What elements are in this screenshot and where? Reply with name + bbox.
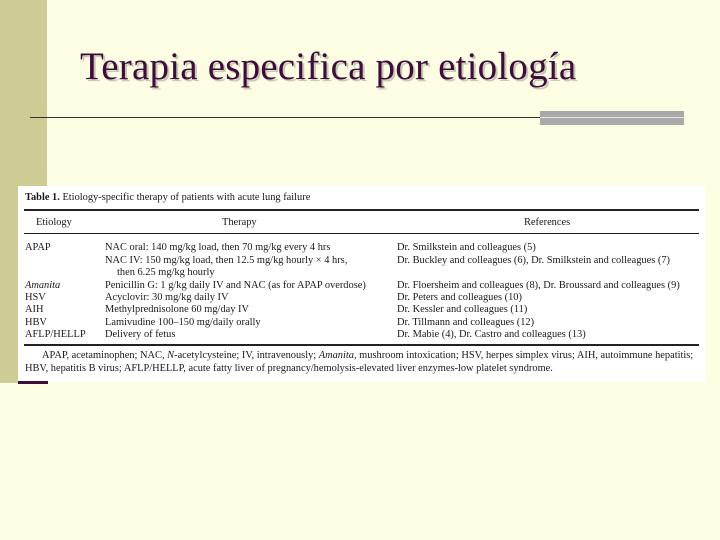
footnote-amanita-italic: Amanita, (318, 350, 357, 361)
header-etiology: Etiology (36, 217, 72, 228)
table-header-rule (24, 233, 699, 234)
table-row-references: Dr. Floersheim and colleagues (8), Dr. Broussard and colleagues (9) (397, 280, 680, 291)
table-row-etiology: AFLP/HELLP (25, 329, 86, 340)
table-row-etiology: APAP (25, 242, 51, 253)
table-row-references: Dr. Buckley and colleagues (6), Dr. Smilkstein and colleagues (7) (397, 255, 670, 266)
table-top-rule (24, 209, 699, 211)
header-therapy: Therapy (222, 217, 257, 228)
footnote-n-italic: N (167, 350, 175, 361)
table-row-etiology: Amanita (25, 280, 61, 291)
header-references: References (524, 217, 571, 228)
table-row-therapy: Acyclovir: 30 mg/kg daily IV (105, 292, 229, 303)
table-bottom-accent (18, 381, 48, 384)
table-row-references: Dr. Mabie (4), Dr. Castro and colleagues (13) (397, 329, 586, 340)
title-accent-bar (540, 111, 684, 125)
table-row-therapy: Lamivudine 100–150 mg/daily orally (105, 317, 261, 328)
etiology-therapy-table (18, 186, 705, 382)
table-row-therapy: Penicillin G: 1 g/kg daily IV and NAC (as for APAP overdose) (105, 280, 366, 291)
table-caption-text: Etiology-specific therapy of patients with acute lung failure (62, 192, 311, 203)
table-row-etiology: AIH (25, 304, 44, 315)
slide-title: Terapia especifica por etiología (80, 45, 577, 88)
table-caption-label: Table 1. (25, 192, 60, 203)
table-row-therapy: Delivery of fetus (105, 329, 176, 340)
table-row-references: Dr. Smilkstein and colleagues (5) (397, 242, 536, 253)
title-accent-highlight (540, 117, 684, 118)
table-caption (25, 192, 310, 203)
footnote-text: APAP, acetaminophen; NAC, (42, 350, 168, 361)
table-row-references: Dr. Kessler and colleagues (11) (397, 304, 528, 315)
table-bottom-rule (24, 344, 699, 346)
table-row-therapy-continuation: then 6.25 mg/kg hourly (117, 267, 215, 278)
left-band-cutoff (0, 383, 47, 540)
table-row-references: Dr. Peters and colleagues (10) (397, 292, 522, 303)
table-row-etiology: HBV (25, 317, 47, 328)
footnote-text: -acetylcysteine; IV, intravenously; (174, 350, 319, 361)
table-footnote (25, 349, 701, 375)
table-row-therapy: Methylprednisolone 60 mg/day IV (105, 304, 250, 315)
footnote-text: mushroom intoxication; HSV, herpes simplex virus; AIH, autoimmune hepatitis; HBV, hepatitis B virus; AFLP/HELLP, acute fatty liver of pregnancy/hemolysis-elevated liver enzymes-low platelet syndrome. (25, 350, 694, 374)
table-row-etiology: HSV (25, 292, 46, 303)
table-row-references: Dr. Tillmann and colleagues (12) (397, 317, 535, 328)
table-row-therapy: NAC oral: 140 mg/kg load, then 70 mg/kg every 4 hrs (105, 242, 331, 253)
table-row-therapy: NAC IV: 150 mg/kg load, then 12.5 mg/kg hourly × 4 hrs, (105, 255, 348, 266)
